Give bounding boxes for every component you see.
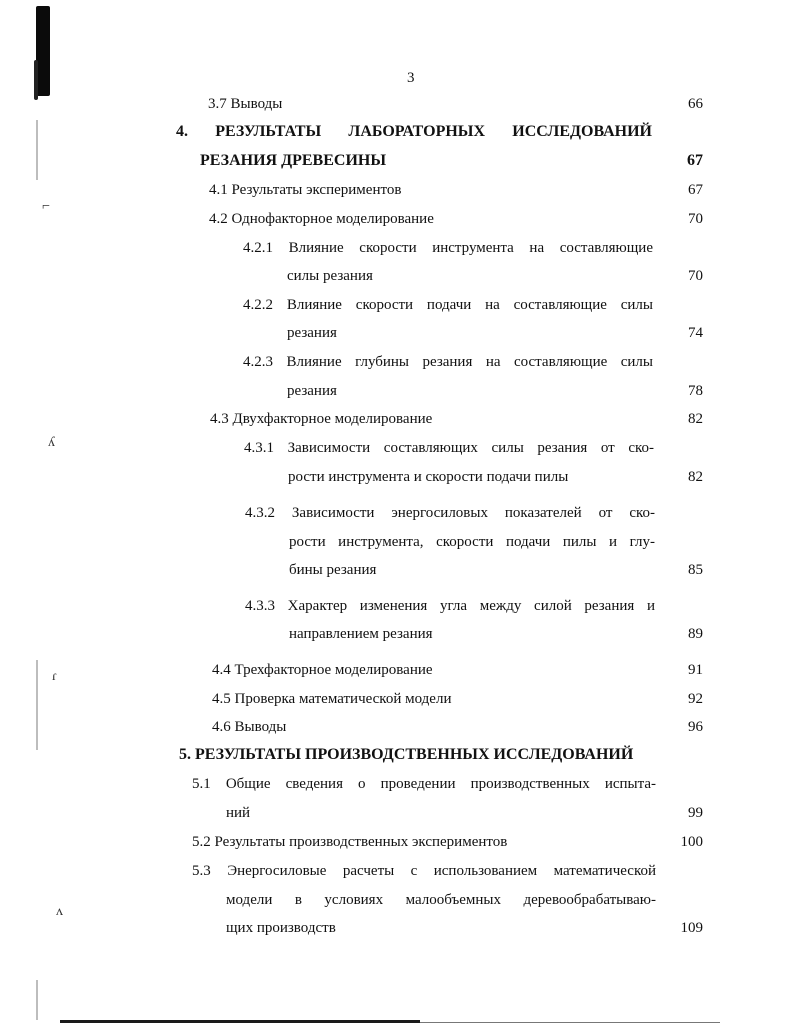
toc-entry-4-3-2-title-line-1: 4.3.2 Зависимости энергосиловых показателей от ско- (245, 505, 655, 521)
toc-entry-4-1-page: 67 (688, 182, 703, 198)
toc-entry-5-1-title-line-1: 5.1 Общие сведения о проведении производственных испыта- (192, 776, 656, 792)
toc-entry-4-2-1-title-line-1: 4.2.1 Влияние скорости инструмента на составляющие (243, 240, 653, 256)
toc-entry-4-2-page: 70 (688, 211, 703, 227)
toc-entry-5-3-page: 109 (680, 920, 703, 936)
toc-entry-4-2-1-page: 70 (688, 268, 703, 284)
toc-entry-5-1-title-line-2: ний (226, 805, 251, 821)
toc-entry-5-3-title-line-3: щих производств (226, 920, 336, 936)
toc-entry-4-2-2-page: 74 (688, 325, 703, 341)
toc-entry-4-3-3-page: 89 (688, 626, 703, 642)
toc-entry-4-5-page: 92 (688, 691, 703, 707)
toc-entry-4-4-title: 4.4 Трехфакторное моделирование (212, 662, 433, 678)
toc-entry-4-3-1-title-line-1: 4.3.1 Зависимости составляющих силы резания от ско- (244, 440, 654, 456)
toc-entry-4-6-title: 4.6 Выводы (212, 719, 287, 735)
toc-entry-5-2-page: 100 (680, 834, 703, 850)
toc-entry-4-3-1-title-line-2: рости инструмента и скорости подачи пилы (288, 469, 569, 485)
toc-entry-4-4-page: 91 (688, 662, 703, 678)
toc-chapter-4-page: 67 (687, 152, 703, 169)
toc-entry-4-3-1-page: 82 (688, 469, 703, 485)
toc-entry-4-2-2-title-line-1: 4.2.2 Влияние скорости подачи на составляющие силы (243, 297, 653, 313)
toc-entry-5-3-title-line-1: 5.3 Энергосиловые расчеты с использованием математической (192, 863, 656, 879)
scan-artifact-speck: ʎ (48, 435, 55, 450)
toc-entry-5-3-title-line-2: модели в условиях малообъемных деревообрабатываю- (226, 892, 656, 908)
page-number: 3 (407, 70, 415, 86)
toc-chapter-5-title: 5. РЕЗУЛЬТАТЫ ПРОИЗВОДСТВЕННЫХ ИССЛЕДОВАНИЙ (179, 746, 634, 763)
toc-entry-4-3-2-title-line-2: рости инструмента, скорости подачи пилы и глу- (289, 534, 655, 550)
toc-entry-4-6-page: 96 (688, 719, 703, 735)
toc-entry-4-2-2-title-line-2: резания (287, 325, 337, 341)
toc-entry-3-7-page: 66 (688, 96, 703, 112)
scan-artifact-bar (34, 60, 38, 100)
scan-artifact-bottom-line (420, 1022, 720, 1023)
toc-entry-4-3-page: 82 (688, 411, 703, 427)
toc-chapter-4-title-line-1: 4. РЕЗУЛЬТАТЫ ЛАБОРАТОРНЫХ ИССЛЕДОВАНИЙ (176, 123, 652, 140)
toc-entry-4-3-title: 4.3 Двухфакторное моделирование (210, 411, 433, 427)
toc-entry-4-2-title: 4.2 Однофакторное моделирование (209, 211, 434, 227)
scan-artifact-bar (36, 6, 50, 96)
toc-entry-4-3-2-page: 85 (688, 562, 703, 578)
toc-entry-4-2-3-page: 78 (688, 383, 703, 399)
toc-entry-3-7-title: 3.7 Выводы (208, 96, 283, 112)
toc-entry-4-2-1-title-line-2: силы резания (287, 268, 373, 284)
toc-chapter-4-title-line-2: РЕЗАНИЯ ДРЕВЕСИНЫ (200, 152, 387, 169)
toc-entry-5-1-page: 99 (688, 805, 703, 821)
toc-entry-4-3-2-title-line-3: бины резания (289, 562, 377, 578)
scan-artifact-edge (36, 980, 38, 1020)
toc-entry-4-2-3-title-line-1: 4.2.3 Влияние глубины резания на составляющие силы (243, 354, 653, 370)
scan-artifact-edge (36, 660, 38, 750)
toc-entry-5-2-title: 5.2 Результаты производственных экспериментов (192, 834, 508, 850)
toc-entry-4-3-3-title-line-2: направлением резания (289, 626, 433, 642)
toc-entry-4-2-3-title-line-2: резания (287, 383, 337, 399)
toc-entry-4-5-title: 4.5 Проверка математической модели (212, 691, 452, 707)
scan-artifact-speck: ⌐ (42, 199, 50, 214)
scan-artifact-edge (36, 120, 38, 180)
toc-entry-4-3-3-title-line-1: 4.3.3 Характер изменения угла между силой резания и (245, 598, 655, 614)
scan-artifact-speck: ʌ (56, 904, 63, 919)
scan-artifact-speck: ɾ (52, 669, 57, 684)
toc-entry-4-1-title: 4.1 Результаты экспериментов (209, 182, 402, 198)
scan-artifact-bottom-line (60, 1020, 420, 1023)
